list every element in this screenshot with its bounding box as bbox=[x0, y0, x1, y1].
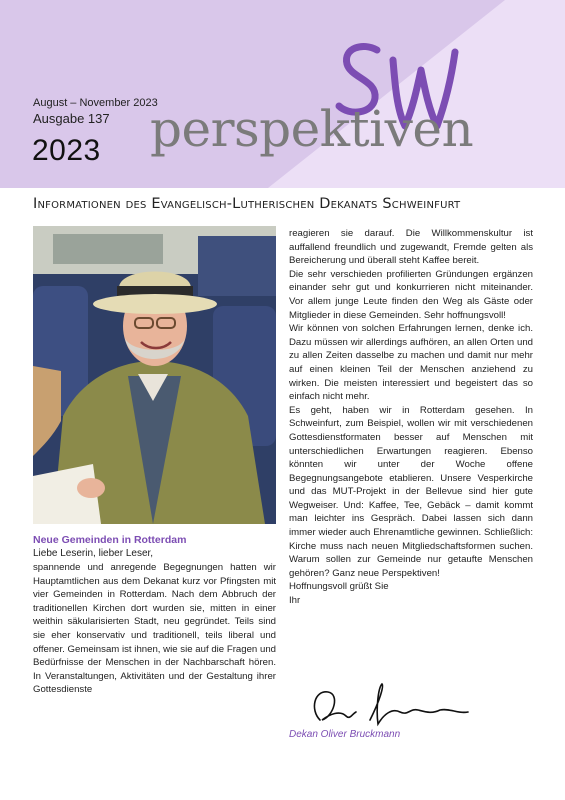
publication-title: perspektiven bbox=[150, 100, 474, 158]
closing-word: Ihr bbox=[289, 595, 301, 607]
article-paragraph: Die sehr verschieden profilierten Gründungen ergänzen einander sehr gut und konkurrieren nicht miteinander. Vor allem junge Leute finden den Weg als Gäste oder Mitglieder in diese Gemeinden. Sehr hoffnungsvoll! bbox=[289, 268, 533, 321]
article-paragraph: Es geht, haben wir in Rotterdam gesehen. In Schweinfurt, zum Beispiel, wollen wir mit verschiedenen Gottesdienstformaten besser auf Menschen mit unterschiedlichen Erwartungen reagieren. Ebenso könnten wir unter der Woche offene Begegnungsangebote etablieren. Unsere Vesperkirche und das MUT-Projekt in der Bellevue sind hier gute Wegweiser. Und: Kaffee, Tee, Gebäck – damit kommt man leichter ins Gespräch. Dabei lassen sich dann immer wieder auch Ehrenamtliche gewinnen. Schließlich: Kirche muss nach neuen Mitgliedschaftsformen suchen. Warum sollen zur Gemeinde nur getaufte Menschen gehören? Ganz neue Perspektiven! bbox=[289, 404, 533, 579]
article-paragraph: reagieren sie darauf. Die Willkommenskultur ist auffallend freundlich und zugewandt, Fremde gelten als Bereicherung und überall steht Kaffee bereit. bbox=[289, 228, 533, 267]
article-paragraph: spannende und anregende Begegnungen hatten wir Hauptamtlichen aus dem Dekanat kurz vor Pfingsten mit vier Gemeinden in Rotterdam. Nach dem Abbruch der traditionellen Kirchen dort wurden sie, mitten in einer weithin säkularisierten Stadt, neu gegründet. Teils sind sie eher konservativ und traditionell, teils liberal und offener. Gemeinsam ist ihnen, wie sie auf die Fragen und Bedürfnisse der Menschen in der Nachbarschaft hören. In Veranstaltungen, Aktivitäten und der Gestaltung ihrer Gottesdienste bbox=[33, 562, 276, 696]
article-headline: Neue Gemeinden in Rotterdam bbox=[33, 534, 187, 546]
issue-year: 2023 bbox=[32, 134, 101, 167]
handwritten-signature bbox=[300, 680, 470, 730]
issue-date: August – November 2023 bbox=[33, 97, 158, 109]
issue-number: Ausgabe 137 bbox=[33, 111, 110, 126]
article-left-column bbox=[33, 533, 276, 697]
article-right-column bbox=[289, 227, 533, 608]
header-band bbox=[0, 0, 565, 188]
article-paragraph: Wir können von solchen Erfahrungen lernen, denke ich. Dazu müssen wir allerdings aufhören, an allen Orten und zu allen Zeiten dasselbe zu machen und damit nur mehr auf einen kleinen Teil der Menschen anziehend zu wirken. Die meisten interessiert und begeistert das so einfach nicht mehr. bbox=[289, 323, 533, 403]
subtitle: Informationen des Evangelisch-Lutherischen Dekanats Schweinfurt bbox=[33, 196, 461, 212]
article-greeting: Liebe Leserin, lieber Leser, bbox=[33, 548, 154, 559]
signer-name: Dekan Oliver Bruckmann bbox=[289, 729, 401, 740]
closing-line: Hoffnungsvoll grüßt Sie bbox=[289, 581, 389, 593]
portrait-photo bbox=[33, 226, 276, 524]
